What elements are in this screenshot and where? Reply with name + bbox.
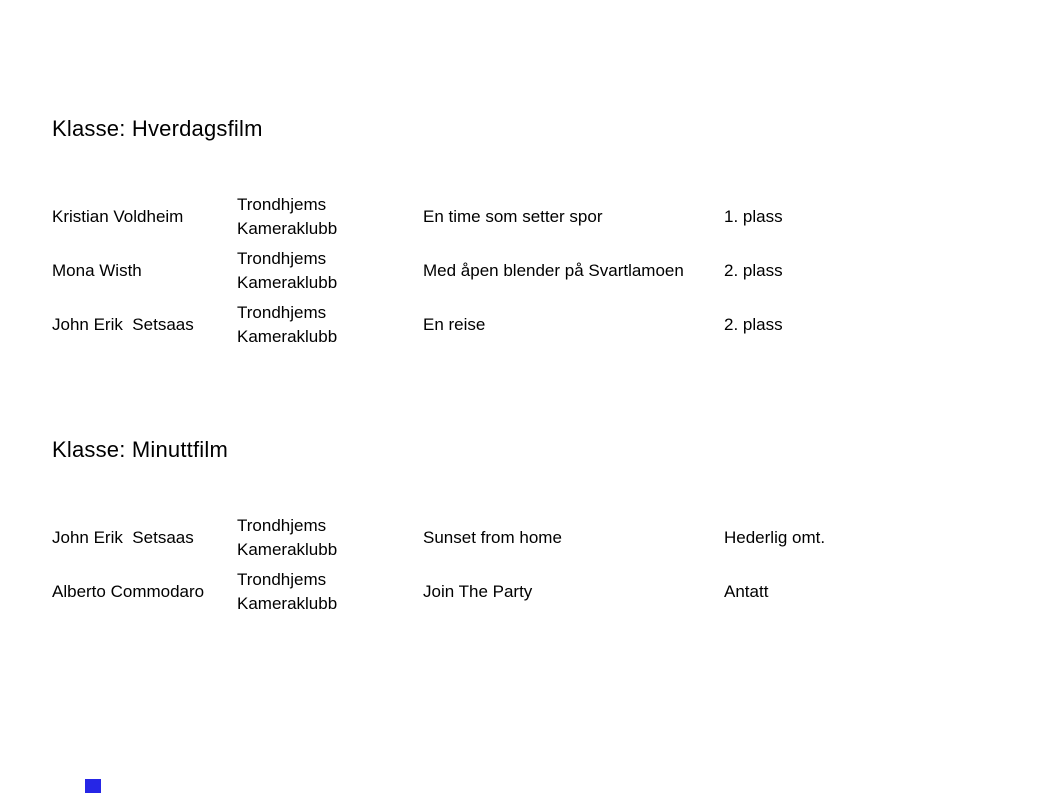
award-label: Hederlig omt. [724,528,826,547]
class-section [52,437,1058,619]
club-name: Trondhjems Kameraklubb [237,516,338,559]
table-row [52,298,1058,352]
table-row [52,190,1058,244]
class-title: Klasse: Hverdagsfilm [52,116,263,141]
results-table [52,511,1058,619]
results-table [52,190,1058,352]
participant-name: Kristian Voldheim [52,207,184,226]
club-name: Trondhjems Kameraklubb [237,303,338,346]
club-name: Trondhjems Kameraklubb [237,195,338,238]
table-row [52,244,1058,298]
participant-name: Alberto Commodaro [52,582,205,601]
award-label: 2. plass [724,315,783,334]
footer-logo-marker [85,779,101,793]
table-row [52,565,1058,619]
award-label: Antatt [724,582,769,601]
class-section [52,116,1058,352]
club-name: Trondhjems Kameraklubb [237,249,338,292]
participant-name: John Erik Setsaas [52,528,194,547]
award-label: 1. plass [724,207,783,226]
participant-name: John Erik Setsaas [52,315,194,334]
film-title: Join The Party [423,582,533,601]
club-name: Trondhjems Kameraklubb [237,570,338,613]
award-label: 2. plass [724,261,783,280]
film-title: En time som setter spor [423,207,603,226]
table-row [52,511,1058,565]
participant-name: Mona Wisth [52,261,142,280]
film-title: Sunset from home [423,528,562,547]
film-title: En reise [423,315,486,334]
class-title: Klasse: Minuttfilm [52,437,228,462]
film-title: Med åpen blender på Svartlamoen [423,261,684,280]
